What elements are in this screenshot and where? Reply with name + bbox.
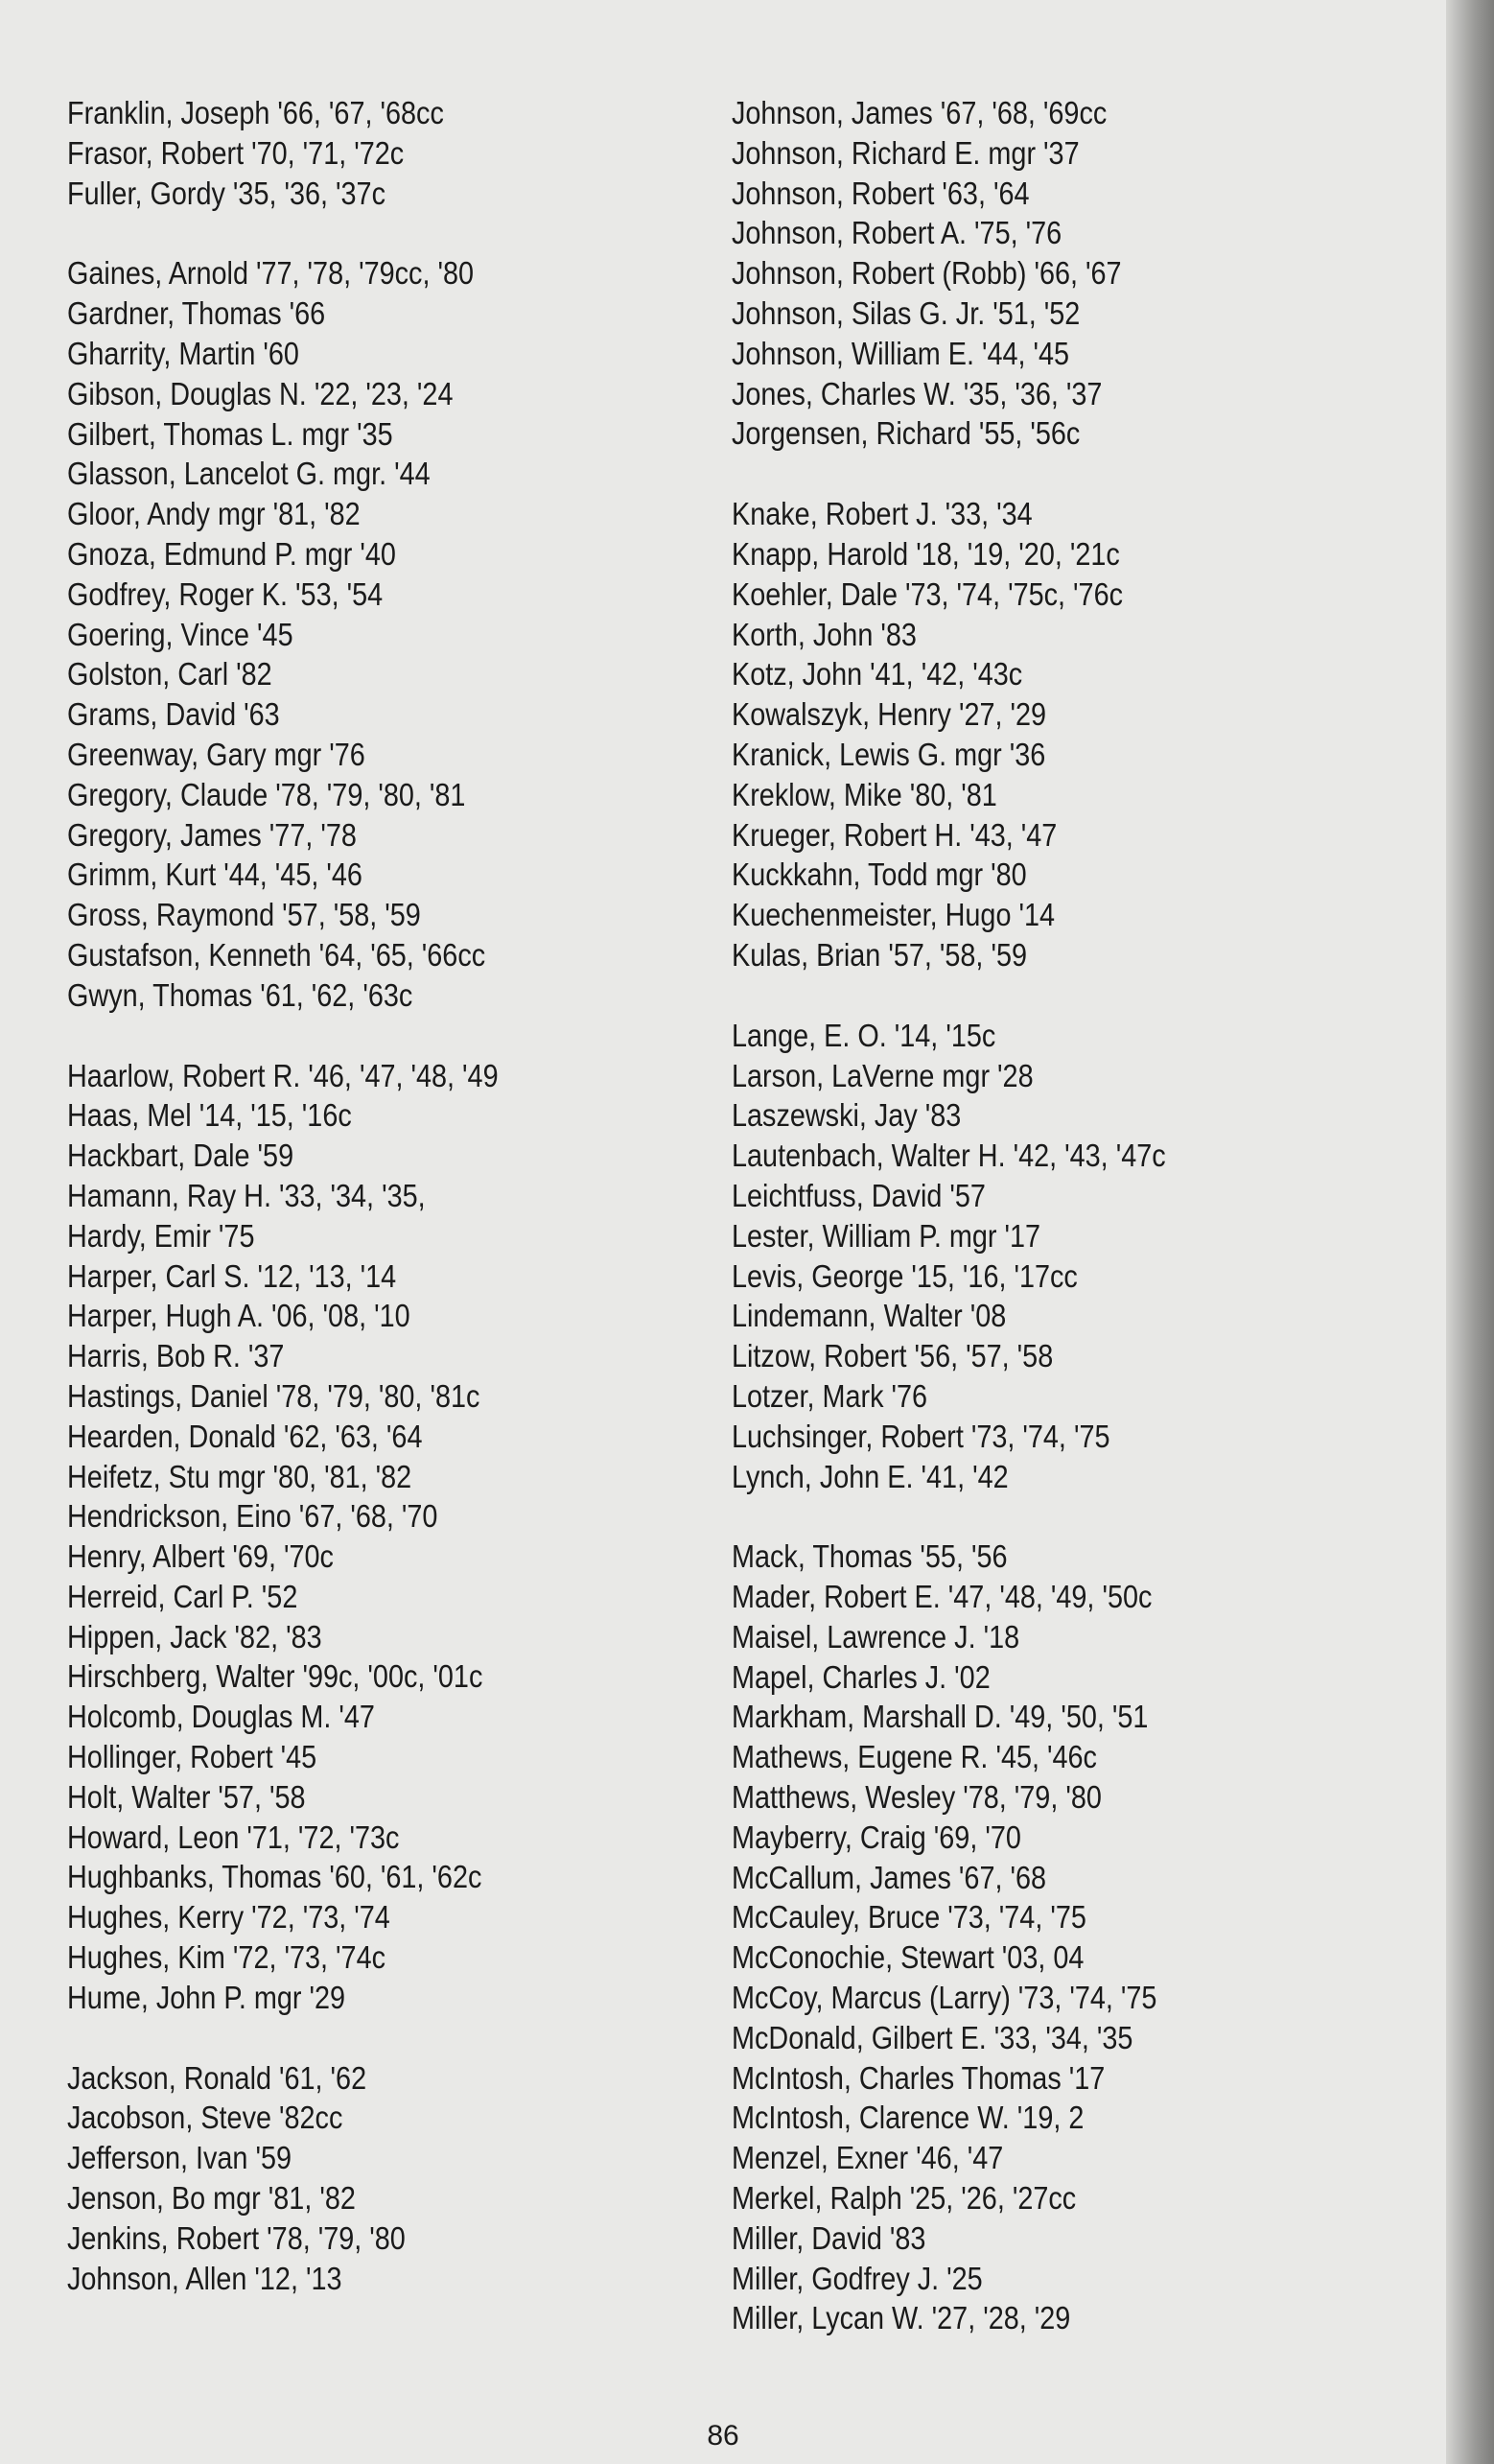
roster-entry: Lotzer, Mark '76 [732,1378,928,1415]
roster-entry: Frasor, Robert '70, '71, '72c [67,135,405,172]
roster-entry: Johnson, Robert A. '75, '76 [732,216,1062,252]
roster-entry: Godfrey, Roger K. '53, '54 [67,576,384,613]
roster-entry: Hughbanks, Thomas '60, '61, '62c [67,1860,482,1896]
roster-entry: Koehler, Dale '73, '74, '75c, '76c [732,576,1124,613]
roster-entry: Hardy, Emir '75 [67,1218,255,1255]
roster-entry: Leichtfuss, David '57 [732,1178,986,1214]
roster-entry: Gharrity, Martin '60 [67,336,299,372]
roster-entry: Fuller, Gordy '35, '36, '37c [67,176,385,212]
roster-entry: Gloor, Andy mgr '81, '82 [67,497,361,533]
roster-entry: Hastings, Daniel '78, '79, '80, '81c [67,1378,480,1415]
roster-right-column [732,94,1166,2339]
roster-entry: Hearden, Donald '62, '63, '64 [67,1419,423,1455]
roster-entry: Kreklow, Mike '80, '81 [732,777,997,813]
roster-entry: Johnson, Allen '12, '13 [67,2261,342,2297]
roster-entry: Grimm, Kurt '44, '45, '46 [67,857,362,894]
roster-entry: Merkel, Ralph '25, '26, '27cc [732,2181,1077,2218]
roster-entry: Franklin, Joseph '66, '67, '68cc [67,96,444,131]
roster-entry: Holt, Walter '57, '58 [67,1779,306,1816]
roster-entry: Lindemann, Walter '08 [732,1299,1007,1335]
roster-entry: McIntosh, Charles Thomas '17 [732,2060,1106,2097]
roster-entry: Gregory, James '77, '78 [67,817,357,854]
roster-entry: McDonald, Gilbert E. '33, '34, '35 [732,2020,1133,2056]
roster-entry: McCauley, Bruce '73, '74, '75 [732,1900,1086,1936]
roster-entry: Henry, Albert '69, '70c [67,1539,334,1576]
roster-entry: Heifetz, Stu mgr '80, '81, '82 [67,1459,412,1495]
roster-entry: Golston, Carl '82 [67,657,272,693]
roster-entry: Mack, Thomas '55, '56 [732,1539,1008,1576]
roster-entry: Laszewski, Jay '83 [732,1098,962,1135]
roster-entry: Larson, LaVerne mgr '28 [732,1058,1034,1094]
roster-entry: Kranick, Lewis G. mgr '36 [732,737,1046,773]
roster-entry: Kotz, John '41, '42, '43c [732,657,1023,693]
roster-entry: Maisel, Lawrence J. '18 [732,1619,1020,1655]
roster-entry: Gwyn, Thomas '61, '62, '63c [67,977,413,1014]
roster-entry: Kowalszyk, Henry '27, '29 [732,697,1047,734]
roster-entry: Miller, Lycan W. '27, '28, '29 [732,2301,1071,2337]
roster-entry: Matthews, Wesley '78, '79, '80 [732,1780,1102,1817]
roster-entry: Goering, Vince '45 [67,617,293,653]
roster-entry: Lautenbach, Walter H. '42, '43, '47c [732,1138,1166,1175]
roster-entry: Harper, Carl S. '12, '13, '14 [67,1258,397,1295]
roster-left-column [67,94,499,2299]
roster-entry: McConochie, Stewart '03, 04 [732,1940,1085,1977]
roster-entry: Gnoza, Edmund P. mgr '40 [67,536,396,573]
roster-entry: Hollinger, Robert '45 [67,1740,317,1776]
bleed-through-text [1333,91,1348,149]
roster-entry: Miller, David '83 [732,2220,926,2257]
roster-entry: Grams, David '63 [67,697,280,734]
roster-entry: Hamann, Ray H. '33, '34, '35, [67,1178,426,1214]
roster-entry: Mapel, Charles J. '02 [732,1659,991,1696]
roster-entry: Holcomb, Douglas M. '47 [67,1700,375,1736]
roster-entry: Harper, Hugh A. '06, '08, '10 [67,1299,410,1335]
roster-entry: McCallum, James '67, '68 [732,1860,1047,1896]
roster-entry: McIntosh, Clarence W. '19, 2 [732,2100,1085,2137]
roster-entry: Gardner, Thomas '66 [67,296,326,333]
roster-entry: Gustafson, Kenneth '64, '65, '66cc [67,937,486,974]
roster-entry: Gross, Raymond '57, '58, '59 [67,898,421,934]
roster-entry: Jones, Charles W. '35, '36, '37 [732,376,1103,412]
roster-entry: Kulas, Brian '57, '58, '59 [732,937,1028,974]
roster-entry: Johnson, Silas G. Jr. '51, '52 [732,295,1081,332]
roster-entry: Lynch, John E. '41, '42 [732,1459,1009,1495]
roster-entry: Gilbert, Thomas L. mgr '35 [67,416,393,453]
roster-entry: Johnson, William E. '44, '45 [732,336,1070,372]
roster-entry: McCoy, Marcus (Larry) '73, '74, '75 [732,1981,1157,2017]
roster-entry: Hippen, Jack '82, '83 [67,1619,322,1655]
roster-entry: Hume, John P. mgr '29 [67,1980,346,2016]
page-binding-edge [1446,0,1494,2464]
roster-entry: Litzow, Robert '56, '57, '58 [732,1339,1054,1375]
roster-entry: Howard, Leon '71, '72, '73c [67,1819,400,1856]
roster-entry: Gaines, Arnold '77, '78, '79cc, '80 [67,256,475,293]
roster-entry: Hirschberg, Walter '99c, '00c, '01c [67,1659,483,1696]
roster-entry: Jenkins, Robert '78, '79, '80 [67,2220,406,2257]
roster-entry: Haas, Mel '14, '15, '16c [67,1098,352,1135]
roster-entry: Harris, Bob R. '37 [67,1339,285,1375]
roster-entry: Jacobson, Steve '82cc [67,2100,343,2137]
roster-entry: Mayberry, Craig '69, '70 [732,1819,1021,1856]
roster-entry: Johnson, Robert (Robb) '66, '67 [732,256,1122,293]
roster-entry: Lester, William P. mgr '17 [732,1218,1040,1255]
roster-entry: Mader, Robert E. '47, '48, '49, '50c [732,1580,1153,1616]
roster-entry: Lange, E. O. '14, '15c [732,1018,996,1054]
roster-entry: Johnson, Richard E. mgr '37 [732,135,1080,172]
roster-entry: Hendrickson, Eino '67, '68, '70 [67,1499,438,1536]
roster-entry: Knapp, Harold '18, '19, '20, '21c [732,536,1120,573]
roster-entry: Krueger, Robert H. '43, '47 [732,817,1058,854]
roster-entry: Miller, Godfrey J. '25 [732,2261,983,2297]
roster-entry: Korth, John '83 [732,617,917,653]
roster-entry: Herreid, Carl P. '52 [67,1579,298,1615]
page-number: 86 [707,2420,739,2452]
roster-entry: Johnson, James '67, '68, '69cc [732,96,1108,131]
roster-entry: Knake, Robert J. '33, '34 [732,497,1033,533]
roster-entry: Jackson, Ronald '61, '62 [67,2060,367,2097]
roster-entry: Levis, George '15, '16, '17cc [732,1258,1078,1295]
roster-entry: Greenway, Gary mgr '76 [67,737,365,773]
roster-entry: Hughes, Kerry '72, '73, '74 [67,1900,390,1936]
roster-entry: Luchsinger, Robert '73, '74, '75 [732,1419,1110,1455]
roster-entry: Johnson, Robert '63, '64 [732,176,1030,212]
roster-entry: Jenson, Bo mgr '81, '82 [67,2181,356,2218]
roster-entry: Gregory, Claude '78, '79, '80, '81 [67,777,466,813]
roster-entry: Menzel, Exner '46, '47 [732,2141,1004,2177]
roster-entry: Jorgensen, Richard '55, '56c [732,416,1081,453]
roster-entry: Mathews, Eugene R. '45, '46c [732,1740,1097,1776]
roster-entry: Hughes, Kim '72, '73, '74c [67,1940,386,1977]
roster-entry: Jefferson, Ivan '59 [67,2141,292,2177]
roster-entry: Markham, Marshall D. '49, '50, '51 [732,1700,1149,1736]
roster-entry: Kuechenmeister, Hugo '14 [732,898,1056,934]
roster-entry: Kuckkahn, Todd mgr '80 [732,857,1027,894]
roster-entry: Hackbart, Dale '59 [67,1138,294,1175]
roster-entry: Gibson, Douglas N. '22, '23, '24 [67,376,454,412]
roster-entry: Haarlow, Robert R. '46, '47, '48, '49 [67,1058,499,1094]
roster-entry: Glasson, Lancelot G. mgr. '44 [67,457,431,493]
